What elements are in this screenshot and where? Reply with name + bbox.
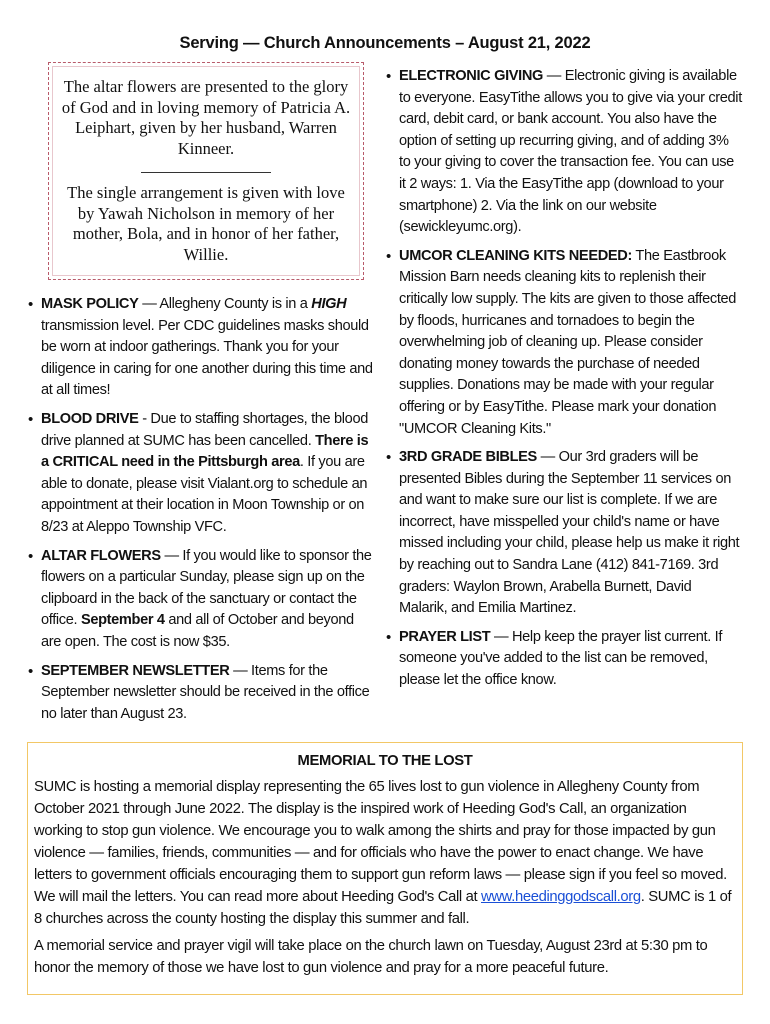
announcement-blood-drive: • BLOOD DRIVE - Due to staffing shortages, the blood drive planned at SUMC has been cancelled. There is a CRITICAL need in the Pittsburgh area. If you are able to donate, please visit Vialant.org to schedule an appointment at their location in Moon Township or on 8/23 at Aleppo Township VFC. — [28, 409, 374, 539]
announcement-umcor-cleaning-kits: • UMCOR CLEANING KITS NEEDED: The Eastbrook Mission Barn needs cleaning kits to replenish their critically low supply. The kits are given to those affected by floods, hurricanes and tornadoes to begin the overwhelming job of cleaning up. Please consider donating money towards the purchase of needed supplies. Donations may be made with your regular offering or by EasyTithe. Please mark your donation "UMCOR Cleaning Kits." — [386, 246, 742, 440]
divider — [141, 172, 271, 173]
memorial-paragraph-2: A memorial service and prayer vigil will take place on the church lawn on Tuesday, August 23rd at 5:30 pm to honor the memory of those we have lost to gun violence and pray for a more peaceful future. — [34, 938, 708, 976]
right-column — [386, 66, 742, 699]
altar-flowers-dedication-box — [48, 62, 364, 280]
announcement-mask-policy: • MASK POLICY — Allegheny County is in a HIGH transmission level. Per CDC guidelines masks should be worn at indoor gatherings. Thank you for your diligence in caring for one another during this time and at all times! — [28, 294, 374, 402]
dedication-paragraph-1: The altar flowers are presented to the glory of God and in loving memory of Patricia A. Leiphart, given by her husband, Warren Kinneer. — [61, 77, 351, 158]
heedinggodscall-link[interactable]: www.heedinggodscall.org — [481, 889, 641, 905]
announcement-prayer-list: • PRAYER LIST — Help keep the prayer list current. If someone you've added to the list can be removed, please let the office know. — [386, 627, 742, 692]
memorial-heading: MEMORIAL TO THE LOST — [297, 753, 473, 769]
right-announcements-list — [386, 66, 742, 692]
dedication-paragraph-2: The single arrangement is given with love by Yawah Nicholson in memory of her mother, Bola, and in honor of her father, Willie. — [67, 183, 345, 264]
announcement-september-newsletter: • SEPTEMBER NEWSLETTER — Items for the September newsletter should be received in the office no later than August 23. — [28, 661, 374, 726]
memorial-to-the-lost-box — [27, 742, 743, 995]
page-title: Serving — Church Announcements – August 21, 2022 — [179, 34, 591, 52]
left-column — [28, 62, 374, 732]
announcement-3rd-grade-bibles: • 3RD GRADE BIBLES — Our 3rd graders will be presented Bibles during the September 11 services on and want to make sure our list is complete. If we are incorrect, have misspelled your child's name or have missed including your child, please help us make it right by reaching out to Sandra Lane (412) 841-7169. 3rd graders: Waylon Brown, Arabella Burnett, David Malarik, and Emilia Martinez. — [386, 447, 742, 620]
announcement-altar-flowers: • ALTAR FLOWERS — If you would like to sponsor the flowers on a particular Sunday, please sign up on the clipboard in the back of the sanctuary or contact the office. September 4 and all of October and beyond are open. The cost is now $35. — [28, 546, 374, 654]
memorial-paragraph-1: SUMC is hosting a memorial display representing the 65 lives lost to gun violence in Allegheny County from October 2021 through June 2022. The display is the inspired work of Heeding God's Call, an organization working to stop gun violence. We encourage you to walk among the shirts and pray for those impacted by gun violence — families, friends, communities — and for officials who have the power to enact change. We have letters to government officials encouraging them to support gun reform laws — please sign if you feel so moved. We will mail the letters. You can read more about Heeding God's Call at www.heedinggodscall.org. SUMC is 1 of 8 churches across the county hosting the display this summer and fall. — [34, 779, 732, 927]
left-announcements-list — [28, 294, 374, 725]
announcement-electronic-giving: • ELECTRONIC GIVING — Electronic giving is available to everyone. EasyTithe allows you to give via your credit card, debit card, or bank account. You also have the option of setting up recurring giving, and of adding 3% to your giving to cover the transaction fee. You can use it 2 ways: 1. Via the EasyTithe app (download to your smartphone) 2. Via the link on our website (sewickleyumc.org). — [386, 66, 742, 239]
